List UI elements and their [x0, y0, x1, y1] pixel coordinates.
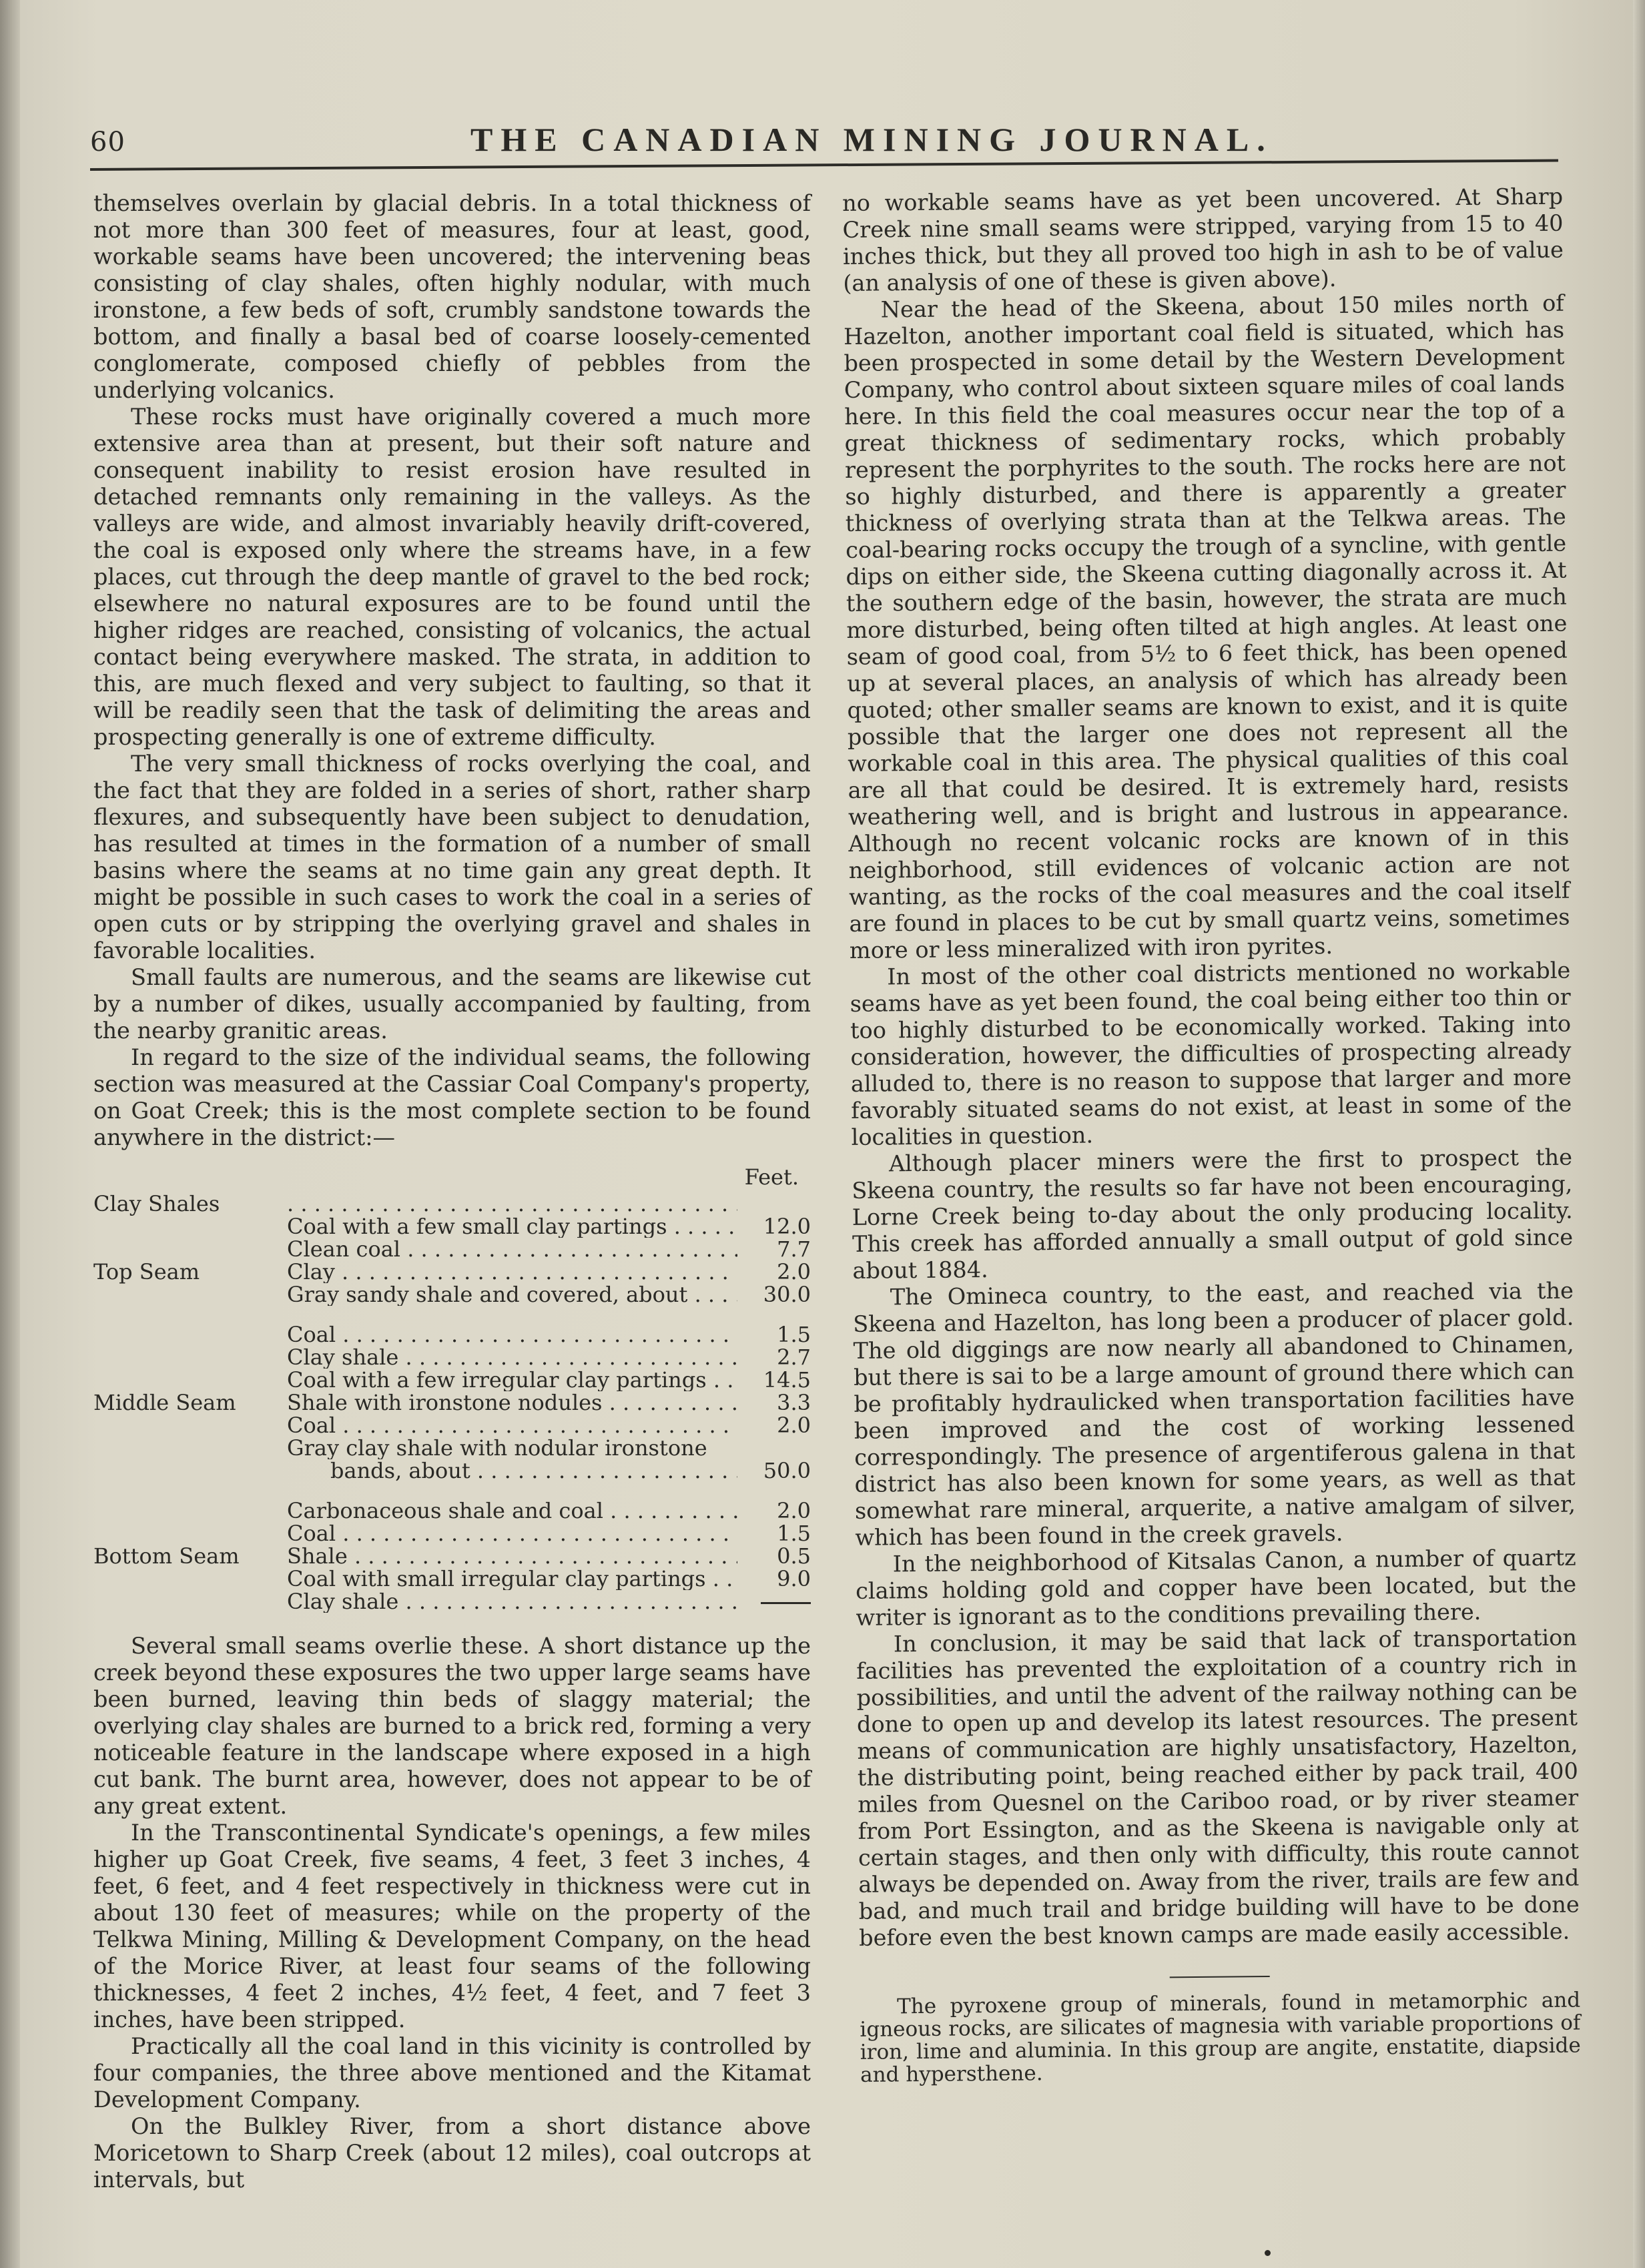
stratum-description: Coal . . . — [287, 1522, 737, 1545]
footnote — [860, 1989, 1581, 2087]
thickness-value: 0.5 — [777, 1543, 811, 1569]
paragraph: no workable seams have as yet been uncovered. At Sharp Creek nine small seams were stripped, varying from 15 to 40 inches thick, but they all proved too high in ash to be of value (an analysis of one of these is given above). — [842, 183, 1564, 296]
stratum-description: bands, about . . . — [287, 1459, 737, 1482]
thickness-value: 2.0 — [777, 1259, 811, 1284]
table-row — [93, 1590, 811, 1613]
print-speck — [1265, 2250, 1271, 2256]
paragraph: Several small seams overlie these. A short distance up the creek beyond these exposures the two upper large seams have been burned, leaving thin beds of slaggy material; the overlying clay shales are burned to a brick red, forming a very noticeable feature in the landscape where exposed in a high cut bank. The burnt area, however, does not appear to be of any great extent. — [93, 1633, 811, 1819]
after-table-text — [93, 1633, 811, 2193]
thickness-dash — [737, 1590, 811, 1613]
left-column — [93, 190, 811, 2193]
paragraph: themselves overlain by glacial debris. In a total thickness of not more than 300 feet of measures, four at least, good, workable seams have been uncovered; the intervening beas consisting of clay shales, often highly nodular, with much ironstone, a few beds of soft, crumbly sandstone towards the bottom, and finally a basal bed of coarse loosely-cemented conglomerate, composed chiefly of pebbles from the underlying volcanics. — [93, 190, 811, 403]
seam-label: Middle Seam — [93, 1390, 236, 1415]
paragraph: Small faults are numerous, and the seams are likewise cut by a number of dikes, usually accompanied by faulting, from the nearby granitic areas. — [93, 964, 811, 1044]
seam-label: Bottom Seam — [93, 1543, 240, 1569]
footnote-rule — [1170, 1976, 1270, 1978]
thickness-value: 3.3 — [777, 1390, 811, 1415]
page-header — [90, 120, 1555, 167]
stratum-description: Coal with a few irregular clay partings . . . — [287, 1369, 737, 1391]
stratum-description: Clay . . . — [287, 1260, 737, 1283]
stratum-description: Clean coal . . . — [287, 1238, 737, 1260]
table-row — [93, 1545, 811, 1567]
table-row — [93, 1369, 811, 1391]
paragraph: In conclusion, it may be said that lack of transportation facilities has prevented the exploitation of a country rich in possibilities, and until the advent of the railway nothing can be done to open up and develop its latest resources. The present means of communication are highly unsatisfactory, Hazelton, the distributing point, being reached either by pack trail, 400 miles from Quesnel on the Cariboo road, or by river steamer from Port Essington, and as the Skeena is navigable only at certain stages, and then only with difficulty, this route cannot always be depended on. Away from the river, trails are few and bad, and much trail and bridge building will have to be done before even the best known camps are made easily accessible. — [856, 1624, 1580, 1951]
thickness-value: 30.0 — [763, 1282, 811, 1307]
stratum-description: Shale . . . — [287, 1545, 737, 1567]
journal-title: THE CANADIAN MINING JOURNAL. — [470, 121, 1273, 158]
paragraph: Near the head of the Skeena, about 150 miles north of Hazelton, another important coal field is situated, which has been prospected in some detail by the Western Development Company, who control about sixteen square miles of coal lands here. In this field the coal measures occur near the top of a great thickness of sedimentary rocks, which probably represent the porphyrites to the south. The rocks here are not so highly disturbed, and there is apparently a greater thickness of overlying strata than at the Telkwa areas. The coal-bearing rocks occupy the trough of a syncline, with gentle dips on either side, the Skeena cutting diagonally across it. At the southern edge of the basin, however, the strata are much more disturbed, being often tilted at high angles. At least one seam of good coal, from 5½ to 6 feet thick, has been opened up at several places, an analysis of which has already been quoted; other smaller seams are known to exist, and it is quite possible that the larger one does not represent all the workable coal in this area. The physical qualities of this coal are all that could be desired. It is extremely hard, resists weathering well, and is bright and lustrous in appearance. Although no recent volcanic rocks are known of in this neighborhood, still evidences of volcanic action are not wanting, as the rocks of the coal measures and the coal itself are found in places to be cut by small quartz veins, sometimes more or less mineralized with iron pyrites. — [843, 290, 1570, 964]
paragraph: In the Transcontinental Syndicate's openings, a few miles higher up Goat Creek, five seams, 4 feet, 3 feet 3 inches, 4 feet, 6 feet, and 4 feet respectively in thickness were cut in about 130 feet of measures; while on the property of the Telkwa Mining, Milling & Development Company, on the head of the Morice River, at least four seams of the following thicknesses, 4 feet 2 inches, 4½ feet, 4 feet, and 7 feet 3 inches, have been stripped. — [93, 1820, 811, 2032]
right-column — [842, 183, 1581, 2087]
stratum-description: Carbonaceous shale and coal . . . — [287, 1499, 737, 1522]
paragraph: In regard to the size of the individual seams, the following section was measured at the Cassiar Coal Company's property, on Goat Creek; this is the most complete section to be found anywhere in the district:— — [93, 1044, 811, 1150]
stratum-description: Gray clay shale with nodular ironstone — [287, 1437, 707, 1459]
seam-label: Clay Shales — [93, 1191, 220, 1216]
page-binding-shadow — [0, 0, 20, 2268]
paragraph: These rocks must have originally covered a much more extensive area than at present, but their soft nature and consequent inability to resist erosion have resulted in detached remnants only remaining in the valleys. As the valleys are wide, and almost invariably heavily drift-covered, the coal is exposed only where the streams have, in a few places, cut through the deep mantle of gravel to the bed rock; elsewhere no natural exposures are to be found until the higher ridges are reached, consisting of volcanics, the actual contact being everywhere masked. The strata, in addition to this, are much flexed and very subject to faulting, so that it will be readily seen that the task of delimiting the areas and prospecting generally is one of extreme difficulty. — [93, 404, 811, 750]
thickness-value: 7.7 — [777, 1236, 811, 1262]
paragraph: Practically all the coal land in this vicinity is controlled by four companies, the three above mentioned and the Kitamat Development Company. — [93, 2033, 811, 2113]
stratum-description — [287, 1192, 737, 1215]
thickness-value: 2.0 — [777, 1413, 811, 1438]
footnote-text: The pyroxene group of minerals, found in metamorphic and igneous rocks, are silicates of magnesia with variable proportions of iron, lime and aluminia. In this group are angite, enstatite, diapside and hypersthene. — [860, 1988, 1581, 2087]
units-header: Feet. — [744, 1164, 799, 1190]
stratum-description: Shale with ironstone nodules . . . — [287, 1391, 737, 1414]
group-gap — [93, 1482, 811, 1499]
thickness-value: 12.0 — [763, 1214, 811, 1239]
table-row — [93, 1459, 811, 1482]
group-gap — [93, 1306, 811, 1323]
table-row — [93, 1414, 811, 1437]
stratum-description: Clay shale . . . — [287, 1590, 737, 1613]
paragraph: In most of the other coal districts mentioned no workable seams have as yet been found, the coal being either too thin or too highly disturbed to be economically worked. Taking into consideration, however, the difficulties of prospecting already alluded to, there is no reason to suppose that larger and more favorably situated seams do not exist, at least in some of the localities in question. — [850, 957, 1572, 1150]
thickness-value: 14.5 — [763, 1367, 811, 1393]
table-row — [93, 1437, 811, 1459]
thickness-value: 9.0 — [777, 1566, 811, 1591]
stratum-description: Coal with small irregular clay partings . . . — [287, 1567, 737, 1590]
table-row — [93, 1346, 811, 1369]
thickness-value: 2.7 — [777, 1345, 811, 1370]
paragraph: The very small thickness of rocks overlying the coal, and the fact that they are folded in a series of short, rather sharp flexures, and subsequently have been subject to denudation, has resulted at times in the formation of a number of small basins where the seams at no time gain any great depth. It might be possible in such cases to work the coal in a series of open cuts or by stripping the overlying gravel and shales in favorable localities. — [93, 751, 811, 964]
table-row — [93, 1323, 811, 1346]
paragraph: Although placer miners were the first to prospect the Skeena country, the results so far have not been encouraging, Lorne Creek being to-day about the only producing locality. This creek has afforded annually a small output of gold since about 1884. — [852, 1144, 1574, 1284]
table-row — [93, 1522, 811, 1545]
thickness-value: 1.5 — [777, 1521, 811, 1546]
table-row — [93, 1260, 811, 1283]
paragraph: The Omineca country, to the east, and reached via the Skeena and Hazelton, has long been a producer of placer gold. The old diggings are now nearly all abandoned to Chinamen, but there is sai to be a large amount of ground there which can be profitably hydraulicked when transportation facilities have been improved and the cost of working lessened correspondingly. The presence of argentiferous galena in that district has also been known for some years, as well as that somewhat rare mineral, arquerite, a native amalgam of silver, which has been found in the creek gravels. — [853, 1277, 1576, 1551]
paragraph: In the neighborhood of Kitsalas Canon, a number of quartz claims holding gold and copper have been located, but the writer is ignorant as to the conditions prevailing there. — [855, 1544, 1577, 1631]
seam-label: Top Seam — [93, 1259, 200, 1284]
stratum-description: Coal . . . — [287, 1414, 737, 1437]
stratum-description: Coal . . . — [287, 1323, 737, 1346]
coal-section-table — [93, 1166, 811, 1613]
stratum-description: Gray sandy shale and covered, about . . . — [287, 1283, 737, 1306]
thickness-value: 1.5 — [777, 1322, 811, 1347]
table-row — [93, 1283, 811, 1306]
page-edge-shadow — [1633, 0, 1645, 2268]
stratum-description: Clay shale . . . — [287, 1346, 737, 1369]
table-row — [93, 1192, 811, 1215]
page-number: 60 — [90, 127, 125, 157]
stratum-description: Coal with a few small clay partings . . . — [287, 1215, 737, 1238]
table-row — [93, 1567, 811, 1590]
paragraph: On the Bulkley River, from a short distance above Moricetown to Sharp Creek (about 12 miles), coal outcrops at intervals, but — [93, 2113, 811, 2193]
table-row — [93, 1238, 811, 1260]
table-row — [93, 1215, 811, 1238]
table-row — [93, 1499, 811, 1522]
thickness-value: 2.0 — [777, 1498, 811, 1523]
thickness-value: 50.0 — [763, 1458, 811, 1483]
table-row — [93, 1391, 811, 1414]
